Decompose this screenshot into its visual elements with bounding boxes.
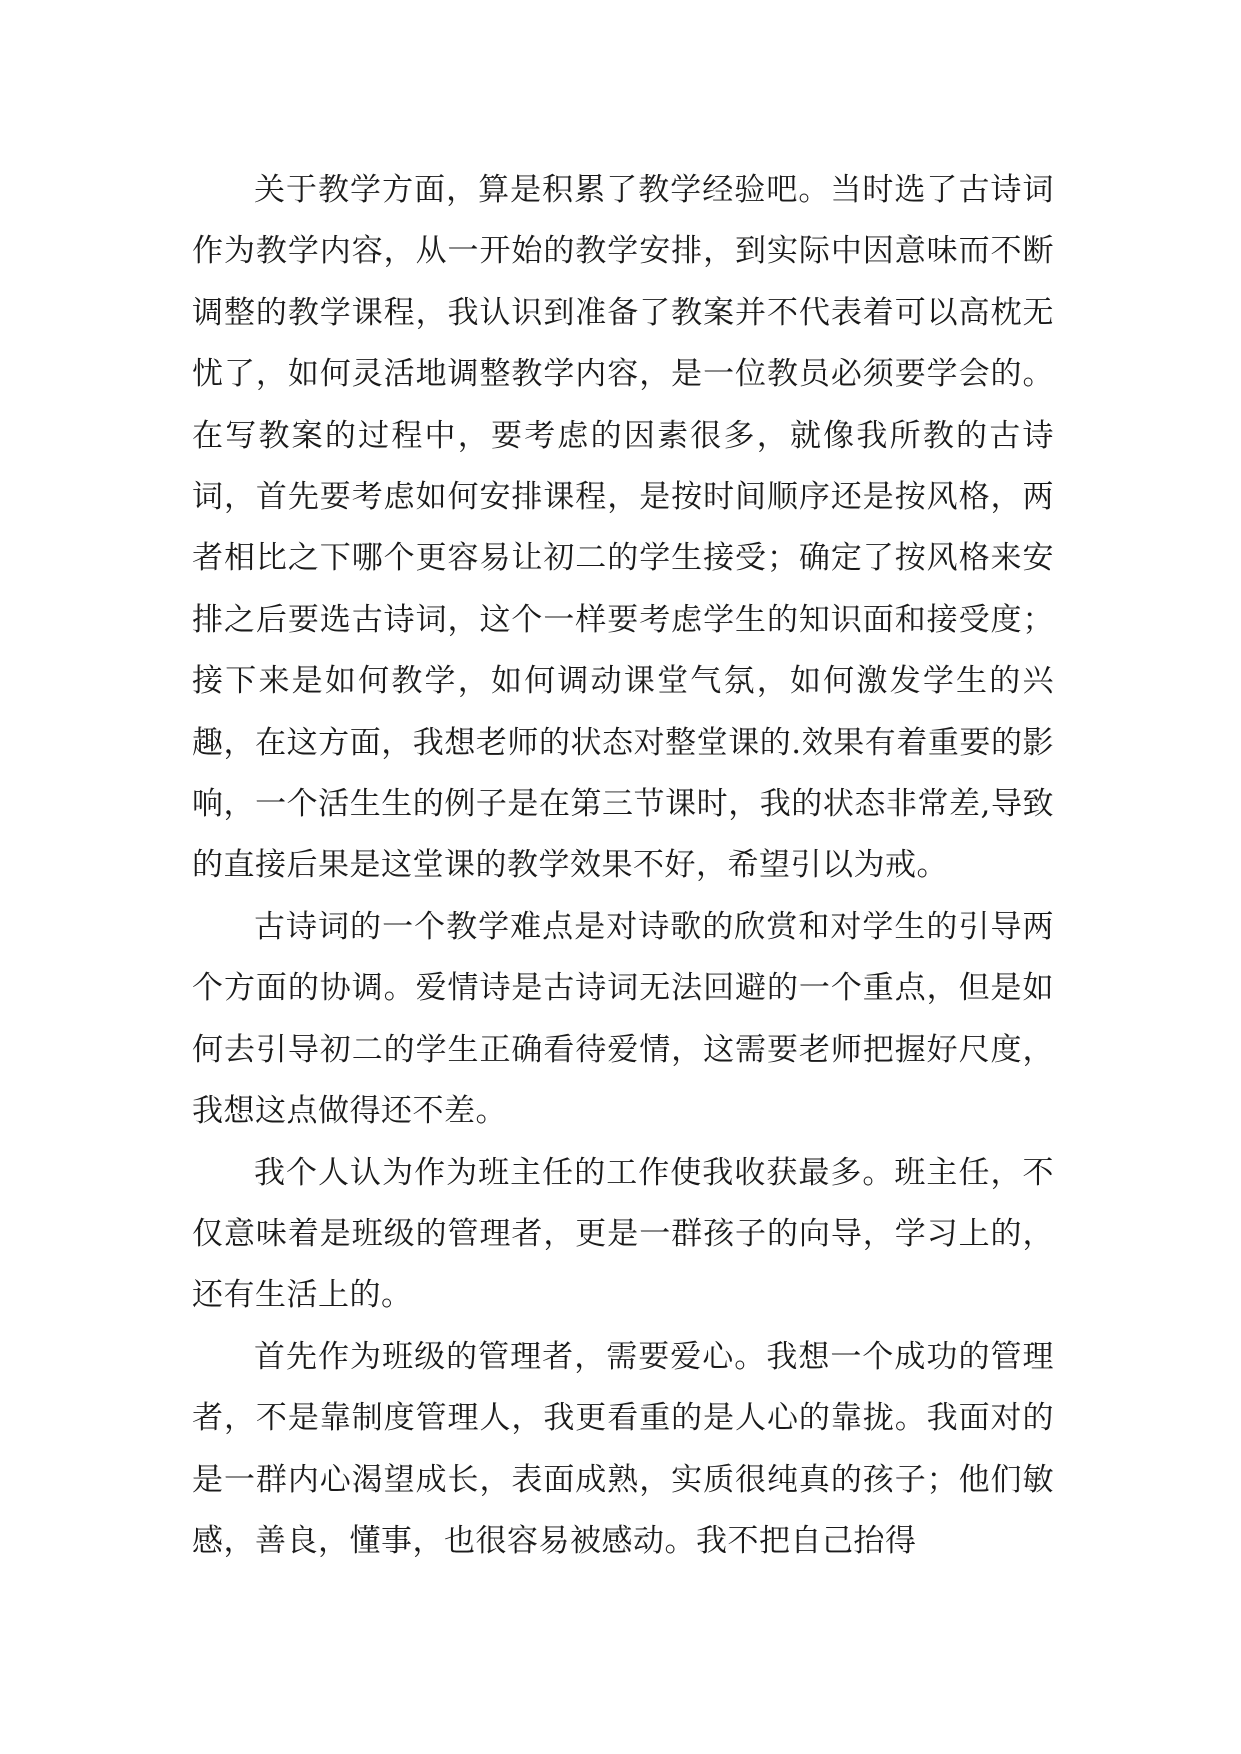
paragraph-poetry-difficulty: 古诗词的一个教学难点是对诗歌的欣赏和对学生的引导两个方面的协调。爱情诗是古诗词无法回避的一个重点，但是如何去引导初二的学生正确看待爱情，这需要老师把握好尺度，我想这点做得还不差。 [192, 908, 1054, 1130]
paragraph-class-teacher: 我个人认为作为班主任的工作使我收获最多。班主任，不仅意味着是班级的管理者，更是一群孩子的向导，学习上的，还有生活上的。 [192, 1154, 1054, 1314]
paragraph-teaching-experience: 关于教学方面，算是积累了教学经验吧。当时选了古诗词作为教学内容，从一开始的教学安排，到实际中因意味而不断调整的教学课程，我认识到准备了教案并不代表着可以高枕无忧了，如何灵活地调整教学内容，是一位教员必须要学会的。在写教案的过程中，要考虑的因素很多，就像我所教的古诗词，首先要考虑如何安排课程，是按时间顺序还是按风格，两者相比之下哪个更容易让初二的学生接受；确定了按风格来安排之后要选古诗词，这个一样要考虑学生的知识面和接受度；接下来是如何教学，如何调动课堂气氛，如何激发学生的兴趣，在这方面，我想老师的状态对整堂课的.效果有着重要的影响，一个活生生的例子是在第三节课时，我的状态非常差,导致的直接后果是这堂课的教学效果不好，希望引以为戒。 [192, 172, 1054, 884]
body-text [192, 160, 1054, 1572]
paragraph-class-manager: 首先作为班级的管理者，需要爱心。我想一个成功的管理者，不是靠制度管理人，我更看重的是人心的靠拢。我面对的是一群内心渴望成长，表面成熟，实质很纯真的孩子；他们敏感，善良，懂事，也很容易被感动。我不把自己抬得 [192, 1338, 1054, 1559]
